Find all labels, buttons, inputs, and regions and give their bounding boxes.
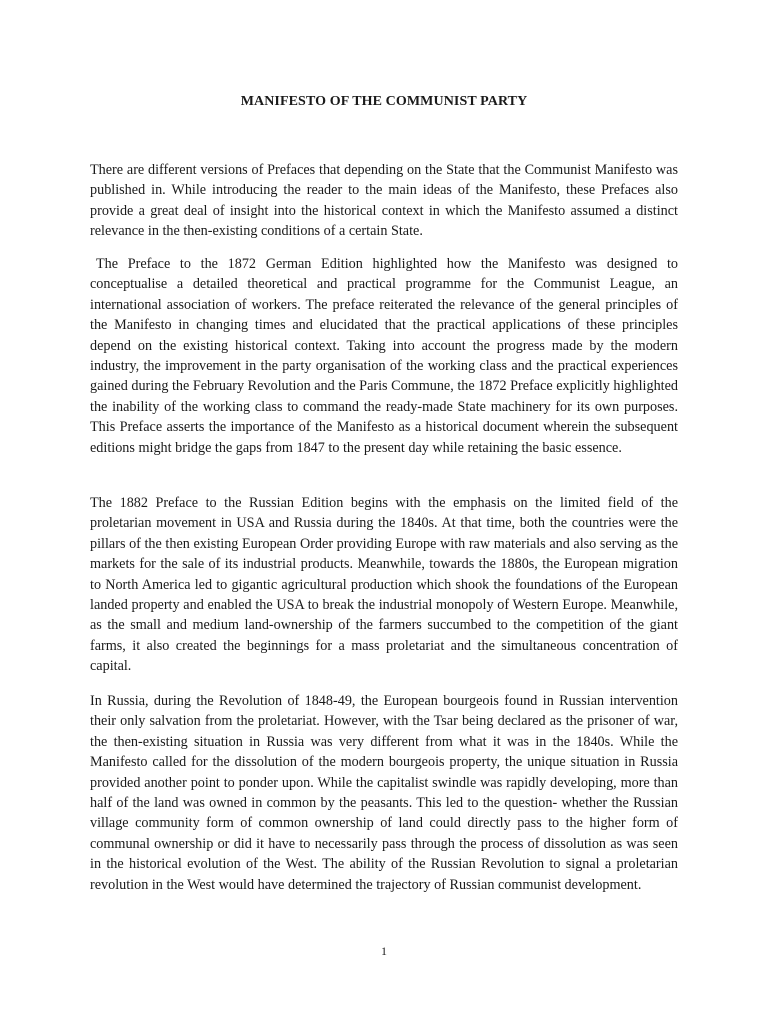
paragraph-3: The 1882 Preface to the Russian Edition begins with the emphasis on the limited field of the proletarian movement in USA and Russia during the 1840s. At that time, both the countries were the pillars of the then existing European Order providing Europe with raw materials and also serving as the markets for the sale of its industrial products. Meanwhile, towards the 1880s, the European migration to North America led to gigantic agricultural production which shook the foundations of the European landed property and enabled the USA to break the industrial monopoly of Western Europe. Meanwhile, as the small and medium land-ownership of the farmers succumbed to the competition of the giant farms, it also created the beginnings for a mass proletariat and the simultaneous concentration of capital. bbox=[90, 495, 678, 675]
paragraph-1: There are different versions of Prefaces that depending on the State that the Communist Manifesto was published in. While introducing the reader to the main ideas of the Manifesto, these Prefaces also provide a great deal of insight into the historical context in which the Manifesto assumed a distinct relevance in the then-existing conditions of a certain State. bbox=[90, 162, 678, 240]
paragraph-4: In Russia, during the Revolution of 1848-49, the European bourgeois found in Russian intervention their only salvation from the proletariat. However, with the Tsar being declared as the prisoner of war, the then-existing situation in Russia was very different from what it was in the 1840s. While the Manifesto called for the dissolution of the modern bourgeois property, the unique situation in Russia provided another point to ponder upon. While the capitalist swindle was rapidly developing, more than half of the land was owned in common by the peasants. This led to the question- whether the Russian village community form of common ownership of land could directly pass to the higher form of communal ownership or did it have to necessarily pass through the process of dissolution as was seen in the historical evolution of the West. The ability of the Russian Revolution to signal a proletarian revolution in the West would have determined the trajectory of Russian communist development. bbox=[90, 693, 678, 893]
paragraph-2: The Preface to the 1872 German Edition highlighted how the Manifesto was designed to conceptualise a detailed theoretical and practical programme for the Communist League, an international association of workers. The preface reiterated the relevance of the general principles of the Manifesto in changing times and elucidated that the practical applications of these principles depend on the existing historical context. Taking into account the progress made by the modern industry, the improvement in the party organisation of the working class and the practical experiences gained during the February Revolution and the Paris Commune, the 1872 Preface explicitly highlighted the inability of the working class to command the ready-made State machinery for its own purposes. This Preface asserts the importance of the Manifesto as a historical document wherein the subsequent editions might bridge the gaps from 1847 to the present day while retaining the basic essence. bbox=[90, 256, 678, 456]
page-title: MANIFESTO OF THE COMMUNIST PARTY bbox=[240, 94, 528, 109]
page-number: 1 bbox=[381, 944, 387, 958]
